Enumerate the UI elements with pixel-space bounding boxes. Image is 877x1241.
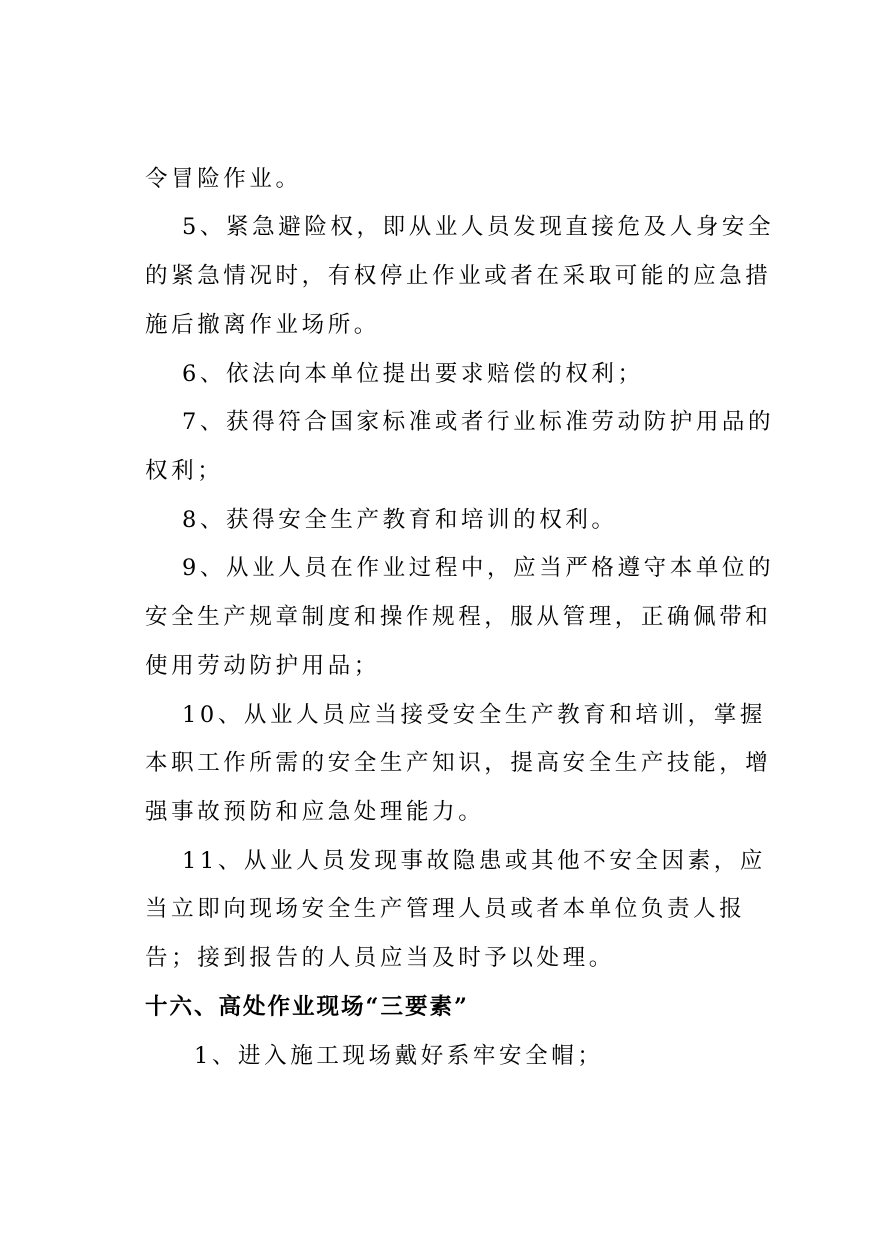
text-line: 使用劳动防护用品；: [145, 653, 380, 679]
text-line: 7、获得符合国家标准或者行业标准劳动防护用品的: [182, 409, 775, 435]
text-line: 强事故预防和应急处理能力。: [145, 799, 485, 825]
section-heading: 十六、高处作业现场“三要素”: [145, 994, 469, 1020]
text-line: 施后撤离作业场所。: [145, 312, 380, 338]
text-line: 令冒险作业。: [145, 166, 302, 192]
text-line: 5、紧急避险权，即从业人员发现直接危及人身安全: [182, 214, 775, 240]
text-line: 告；接到报告的人员应当及时予以处理。: [145, 945, 615, 971]
text-line: 安全生产规章制度和操作规程，服从管理，正确佩带和: [145, 604, 772, 630]
text-line: 当立即向现场安全生产管理人员或者本单位负责人报: [145, 896, 746, 922]
text-line: 8、获得安全生产教育和培训的权利。: [182, 507, 618, 533]
text-line: 6、依法向本单位提出要求赔偿的权利；: [182, 361, 644, 387]
text-line: 权利；: [145, 458, 224, 484]
text-line: 本职工作所需的安全生产知识，提高安全生产技能，增: [145, 750, 772, 776]
text-line: 的紧急情况时，有权停止作业或者在采取可能的应急措: [145, 263, 772, 289]
text-line: 10、从业人员应当接受安全生产教育和培训，掌握: [182, 702, 766, 728]
text-line: 9、从业人员在作业过程中，应当严格遵守本单位的: [182, 555, 775, 581]
text-line: 1、进入施工现场戴好系牢安全帽；: [194, 1043, 604, 1069]
text-line: 11、从业人员发现事故隐患或其他不安全因素，应: [182, 848, 766, 874]
